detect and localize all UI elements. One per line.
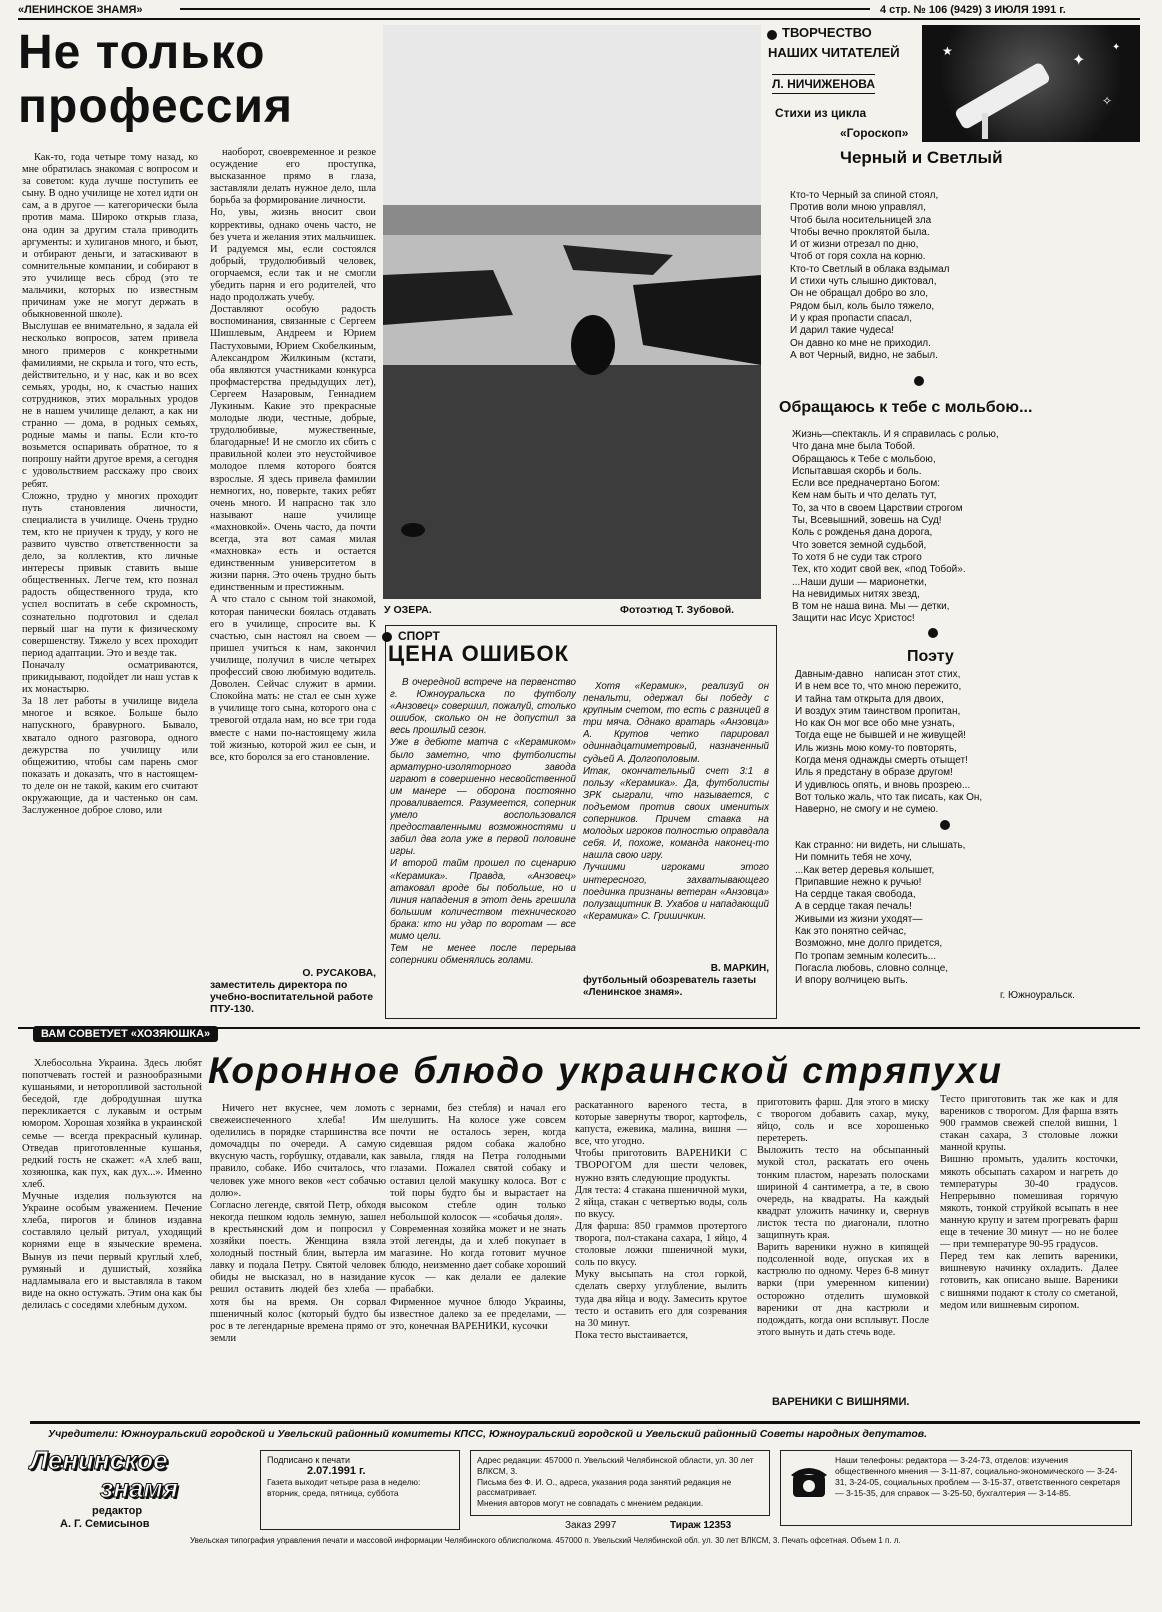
recipe-title: Коронное блюдо украинской стряпухи xyxy=(208,1050,1003,1091)
poem-separator-3 xyxy=(940,820,950,830)
recipe-col-5-subtitle: ВАРЕНИКИ С ВИШНЯМИ. xyxy=(772,1396,910,1408)
editor-label: редактор xyxy=(92,1505,143,1517)
recipe-col-3: с зернами, без стебля) и начал его шелушить. На колосе уже совсем почти не осталось зерен, когда сидевшая рядом собака жалобно завыла, глядя на Петра голодными глазами. Пожалел святой собаку и оставил целой макушку колоса. Вот с той поры будто бы и вырастает на высоком стебле один только небольшой колосок — «собачья доля». Современная хозяйка может и не знать этой легенды, да и хлеб покупает в магазине. Но когда готовит мучное блюдо, неизменно дает собаке хороший кусок — как делали ее далекие прабабки. Фирменное мучное блюдо Украины, известное далеко за ее пределами, — это, конечная ВАРЕНИКИ, кусочки xyxy=(390,1103,566,1332)
recipe-intro: Хлебосольна Украина. Здесь любят попотчевать гостей и разнообразными кушаньями, и неторопливой застольной беседой, где добродушная шутка перекликается с лукавым и острым юмором. Хорошая хозяйка в украинской семье — всегда прекрасный кулинар. Отведав приготовленные кушанья, редкий гость не скажет: «А хлеб ваш, хозяюшка, как пух, как дух...». Именно хлеб. Мучные изделия пользуются на Украине особым уважением. Печение хлеба, пирогов и блинов издавна составляло целый ритуал, уходящий корнями еще в языческие времена. Вынув из печи первый круглый хлеб, румяный и душистый, хозяйка надламывала его и выставляла в таком виде на окно остужать. Этим она как бы делилась с соседями хлебным духом. xyxy=(22,1058,202,1311)
svg-text:✧: ✧ xyxy=(1102,94,1113,108)
print-info-box xyxy=(260,1450,460,1530)
address-text: Адрес редакции: 457000 п. Увельский Челябинской области, ул. 30 лет ВЛКСМ, 3. Письма без Ф. И. О., адреса, указания рода занятий редакция не рассматривает. Мнения авторов могут не совпадать с мнением редакции. xyxy=(477,1455,754,1509)
poem-separator-1 xyxy=(914,376,924,386)
founders: Учредители: Южноуральский городской и Увельский районный комитеты КПСС, Южноуральский городской и Увельский районный Советы народных депутатов. xyxy=(48,1428,928,1440)
editor-name: А. Г. Семисынов xyxy=(60,1518,150,1530)
phones-text: Наши телефоны: редактора — 3-24-73, отделов: изучения общественного мнения — 3-11-87, социально-экономического — 3-24-31, 3-24-05, социальных проблем — 3-15-37, ответственного секретаря — 3-15-35, для справок — 3-25-50, бухгалтерия — 3-14-85. xyxy=(835,1455,1120,1498)
recipe-col-4: раскатанного вареного теста, в которые завернуты творог, картофель, капуста, ежевика, малина, вишня — все, что угодно. Чтобы приготовить ВАРЕНИКИ С ТВОРОГОМ для шести человек, нужно взять следующие продукты. Для теста: 4 стакана пшеничной муки, 2 яйца, стакан с четвертью воды, соль по вкусу. Для фарша: 850 граммов протертого творога, пол-стакана сахара, 1 яйцо, 4 столовые ложки пшеничной муки, соль по вкусу. Муку высыпать на стол горкой, сделать сверху углубление, вылить туда два яйца и воду. Замесить крутое тесто и оставить его для созревания на 30 минут. Пока тесто выстаивается, xyxy=(575,1100,747,1341)
photo-caption-left: У ОЗЕРА. xyxy=(384,604,432,616)
signed-date: 2.07.1991 г. xyxy=(307,1465,366,1477)
svg-text:★: ★ xyxy=(942,44,953,58)
poetry-rubric-2: НАШИХ ЧИТАТЕЛЕЙ xyxy=(768,45,900,60)
article-col-2: наоборот, своевременное и резкое осуждение его проступка, высказанное прямо в глаза, заставляли делать нужное дело, шла борьба за формирование личности. Но, увы, жизнь вносит свои коррективы, однако очень часто, не без учета и желания этих мальчишек. И радуемся мы, если состоялся добрый, трудолюбивый человек, огорчаемся, если так и не смогли убедить парня и его родителей, что надо продолжать учебу. Доставляют особую радость воспоминания, связанные с Сергеем Шишлевым, Андреем и Юрием Пастуховыми, Юрием Скобелкиным, Александром Жилкиным (кстати, оба являются участниками конкурса профмастерства предыдущих лет), Сергеем Назаровым, Геннадием Лукиным. Какие это прекрасные молодые люди, честные, добрые, трудолюбивые, мужественные, благодарные! И не смогло их сбить с правильной колеи это неустойчивое молодое племя которого боятся взрослые. Я здесь привела фамилии немногих, но, поверьте, таких ребят очень много. И напрасно так зло называют наше училище «махновкой». Очень часто, да почти всегда, эта вот самая милая «махновка» есть и остается единственным университетом в жизни парня. Это очень трудно быть единственным и престижным. А что стало с сыном той знакомой, которая панически боялась отдавать его в училище, спросите вы. К счастью, сын настоял на своем — пришел учиться к нам, закончил училище, получил в числе четырех профессий свою любимую водитель. Доволен. Сейчас служит в армии. Спокойна мать: не стал ее сын хуже в училище того сына, которого она с тревогой отдала нам, но все три года вместе с нами по-настоящему жила той жизнью, которой жил ее сын, и все, кто боролся за его становление. xyxy=(210,147,376,763)
logo-line-1: Ленинское xyxy=(30,1445,168,1475)
photo-caption-right: Фотоэтюд Т. Зубовой. xyxy=(620,604,735,616)
phones-box xyxy=(780,1450,1132,1526)
poem1-text: Кто-то Черный за спиной стоял, Против воли мною управлял, Чтоб была носительницей зла Чтобы вечно проклятой была. И от жизни отрезал по дню, Чтоб от горя сохла на корню. Кто-то Светлый в облака вздымал И стихи чуть слышно диктовал, Он не обращал добро во зло, Рядом был, коль было тяжело, И у края пропасти спасал, И дарил такие чудеса! Он давно ко мне не приходил. А вот Черный, видно, не забыл. xyxy=(790,190,950,361)
recipe-col-2: Ничего нет вкуснее, чем ломоть свежеиспеченного хлеба! Им оделились в порядке старшинства все домочадцы по очереди. А самую вкусную часть, горбушку, отдавали, как правило, собаке. Ибо считалось, что человек уже много веков «ест собачью долю». Согласно легенде, святой Петр, обходя некогда пешком юдоль земную, зашел в крестьянский дом и попросил у хозяйки поесть. Женщина взяла холодный постный блин, вытерла им лавку и подала Петру. Святой человек обиды не высказал, но в назидание решил оставить людей без хлеба — хотя бы на время. Он сорвал пшеничный колос (который будто бы рос в те легендарные времена прямо от земли xyxy=(210,1103,386,1344)
issue-info: 4 стр. № 106 (9429) 3 ИЮЛЯ 1991 г. xyxy=(880,4,1066,16)
poetry-bullet xyxy=(767,30,777,40)
print-run: Тираж 12353 xyxy=(670,1520,732,1531)
poem3-text: Давным-давно написан этот стих, И в нем все то, что мною пережито, И тайна там открыта для двоих, И воздух этим таинством пропитан, Но как Он мог все обо мне узнать, Тогда еще не бывшей и не живущей! Иль жизнь мою кому-то повторять, Когда меня однажды смерть отыщет! Иль я предстану в образе другом! И удивлюсь опять, и вновь прозрею... Вот только жаль, что так писать, как Он, Наверно, не смогу и не сумею. xyxy=(795,669,983,816)
article-author-name: О. РУСАКОВА, xyxy=(302,968,376,979)
sport-author xyxy=(583,963,769,999)
poetry-rubric-1: ТВОРЧЕСТВО xyxy=(782,25,872,40)
top-rule xyxy=(18,18,1140,20)
lake-photo-art xyxy=(383,25,761,599)
paper-name: «ЛЕНИНСКОЕ ЗНАМЯ» xyxy=(18,4,143,16)
article-author-title: заместитель директора по учебно-воспитательной работе ПТУ-130. xyxy=(210,980,373,1015)
poem2-title: Обращаюсь к тебе с мольбою... xyxy=(779,399,1033,416)
sport-rubric: СПОРТ xyxy=(398,629,440,643)
svg-text:✦: ✦ xyxy=(1072,50,1086,69)
telescope-illustration xyxy=(922,25,1140,142)
poem2-text: Жизнь—спектакль. И я справилась с ролью, Что дана мне была Тобой. Обращаюсь к Тебе с мольбою, Испытавшая скорбь и боль. Если все предначертано Богом: Кем нам быть и что делать тут, То, за что в своем Царствии строгом Ты, Всевышний, зовешь на Суд! Коль с рожденья дана дорога, Что зовется земной судьбой, То хотя б не суди так строго Тех, кто ходит свой век, «под Тобой». ...Наши души — марионетки, На невидимых нитях звезд, В том не наша вина. Мы — детки, Защити нас Исус Христос! xyxy=(792,429,999,625)
article-title: Не только профессия xyxy=(18,26,293,133)
address-box xyxy=(470,1450,770,1516)
svg-text:✦: ✦ xyxy=(1112,42,1121,53)
footer-rule-top xyxy=(30,1421,1140,1424)
sport-author-title: футбольный обозреватель газеты «Ленинское знамя». xyxy=(583,975,757,998)
sport-author-name: В. МАРКИН, xyxy=(710,963,769,974)
poem4-text: Как странно: ни видеть, ни слышать, Ни помнить тебя не хочу, ...Как ветер деревья колышет, Припавшие нежно к ручью! На сердце такая свобода, А в сердце такая печаль! Живыми из жизни уходят— Как это понятно сейчас, Возможно, мне долго придется, По тропам земным колесить... Погасла любовь, словно солнце, И впору волчицею выть. xyxy=(795,840,966,987)
poem1-title: Черный и Светлый xyxy=(840,148,1003,167)
recipe-col-5: приготовить фарш. Для этого в миску с творогом добавить сахар, муку, яйцо, соль и все хорошенько перетереть. Выложить тесто на обсыпанный мукой стол, раскатать его очень тонким пластом, нарезать полосками шириной 4 сантиметра, а те, в свою очередь, на квадраты. На каждый квадрат уложить начинку и, свернув листок теста по диагонали, плотно защипнуть края. Варить вареники нужно в кипящей подсоленной воде, опуская их в кастрюлю по одному. Через 6-8 минут варки (при умеренном кипении) осторожно отделить шумовкой вареники от дна кастрюли и подождать, когда они всплывут. После этого вынуть и дать стечь воде. xyxy=(757,1097,929,1338)
telescope-icon xyxy=(922,25,1140,142)
poetry-author: Л. НИЧИЖЕНОВА xyxy=(772,74,875,94)
article-author xyxy=(210,968,376,1016)
lake-photo xyxy=(383,25,761,599)
order-number: Заказ 2997 xyxy=(565,1520,617,1531)
signed-label: Подписано к печати xyxy=(267,1455,351,1465)
poetry-cycle-2: «Гороскоп» xyxy=(840,126,909,140)
issue-days: Газета выходит четыре раза в неделю: вторник, среда, пятница, суббота xyxy=(267,1477,421,1498)
top-rule-2 xyxy=(180,8,870,10)
sport-col-1: В очередной встрече на первенство г. Южноуральска по футболу «Анзовец» совершил, пожалуй, столько ошибок, сколько он не допустил за весь прошлый сезон. Уже в дебюте матча с «Керамиком» было заметно, что футболисты арматурно-изоляторного завода играют в совершенно несвойственной им манере — оборона постоянно проваливается. Разумеется, соперник умело воспользовался предоставленными возможностями и забил два гола уже в первой половине игры. И второй тайм прошел по сценарию «Керамика». Правда, «Анзовец» атаковал вроде бы побольше, но и линия нападения в этот день грешила большим количеством технического брака: кто ни удар по воротам — все мимо цели. Тем не менее после перерыва соперники обменялись голами. xyxy=(390,677,576,967)
poetry-place: г. Южноуральск. xyxy=(1000,990,1075,1001)
poetry-cycle-1: Стихи из цикла xyxy=(775,106,867,120)
logo-line-2: знамя xyxy=(100,1473,178,1503)
recipe-col-6: Тесто приготовить так же как и для вареников с творогом. Для фарша взять 900 граммов свежей спелой вишни, 1 стакан сахара, 3 столовые ложки манной крупы. Вишню промыть, удалить косточки, мякоть обсыпать сахаром и нагреть до температуры 30-40 градусов. Непрерывно помешивая горячую мякоть, тонкой струйкой всыпать в нее манную крупу и затем прогревать фарш еще в течение 30 минут — но не более — при температуре 90-95 градусов. Перед тем как лепить вареники, вишневую начинку охладить. Далее готовить, как описано выше. Вареники с вишнями подают к столу со сметаной, медом или вишневым сиропом. xyxy=(940,1094,1118,1311)
logo-box xyxy=(30,1446,250,1506)
poem-separator-2 xyxy=(928,628,938,638)
poem3-title: Поэту xyxy=(907,648,954,665)
article-col-1: Как-то, года четыре тому назад, ко мне обратилась знакомая с вопросом и за советом: куда лучше поступить ее сыну. В одно училище не хотел идти он сам, а в другое — категорически была против мама. Широко открыв глаза, она один за другим стала приводить аргументы: и хулиганов много, и бьют, и отбирают деньги, и затаскивают в сомнительные компании, и собирают в это училище весь сброд (это те мальчики, которых по известным причинам уже не могут держать в обыкновенной школе). Выслушав ее внимательно, я задала ей несколько вопросов, затем привела много примеров с конкретными фамилиями, не скрыла и того, что есть, действительно, и у нас, как и во всех семьях, уроды, но, к счастью наших сотрудников, этих моральных уродов не в нашем училище делают, а как ни странно — дома, в родных семьях, родные мамы и папы. Если кто-то возьмется оспаривать обратное, то я попрошу найти другое время, а сегодня с удовольствием расскажу про своих ребят. Сложно, трудно у многих проходит путь становления личности, специалиста в училище. Очень трудно тем, кто не приучен к труду, у кого не развито чувство ответственности за дело, за коллектив, кто личные интересы привык ставить выше общественных. Легче тем, кто познал радость общественного труда, кто успел воспитать в себе скромность, сознательно подготовил и сделал первый шаг на пути к физическому совершенству. Тяжело у всех проходит период адаптации. Это и везде так. Поначалу осматриваются, прикидывают, подойдет ли наш устав к их монастырю. За 18 лет работы в училище видела многое и всякое. Больше было напускного, бравурного. Бывало, хватало одного разговора, одного дежурства по училищу или общежитию, чтобы сам парень смог показать и доказать, что в настоящем-то деле он не такой, каким его считают окружающие, да и частенько он сам. Заслуженное доброе слово, или xyxy=(22,152,198,817)
sport-col-2: Хотя «Керамик», реализуй он пенальти, одержал бы победу с крупным счетом, то есть с разницей в три мяча. Однако вратарь «Анзовца» А. Крутов четко парировал одиннадцатиметровый, назначенный судьей А. Долгополовым. Итак, окончательный счет 3:1 в пользу «Керамика». Да, футболисты ЗРК сыграли, что называется, с подъемом против своих именитых соперников. Причем ставка на молодых игроков полностью оправдала себя. И, похоже, команда наконец-то нашла свою игру. Лучшими игроками этого интересного, захватывающего поединка признаны ветеран «Анзовца» полузащитник В. Ухабов и нападающий «Керамика» С. Гришичкин. xyxy=(583,681,769,922)
printer-info: Увельская типография управления печати и массовой информации Челябинского облисполкома. 457000 п. Увельский Челябинской обл. ул. 30 лет ВЛКСМ, 3. Печать офсетная. Объем 1 п. л. xyxy=(190,1536,901,1545)
recipe-rubric: ВАМ СОВЕТУЕТ «ХОЗЯЮШКА» xyxy=(33,1026,218,1042)
telephone-icon xyxy=(789,1461,829,1501)
sport-title: ЦЕНА ОШИБОК xyxy=(388,641,570,666)
